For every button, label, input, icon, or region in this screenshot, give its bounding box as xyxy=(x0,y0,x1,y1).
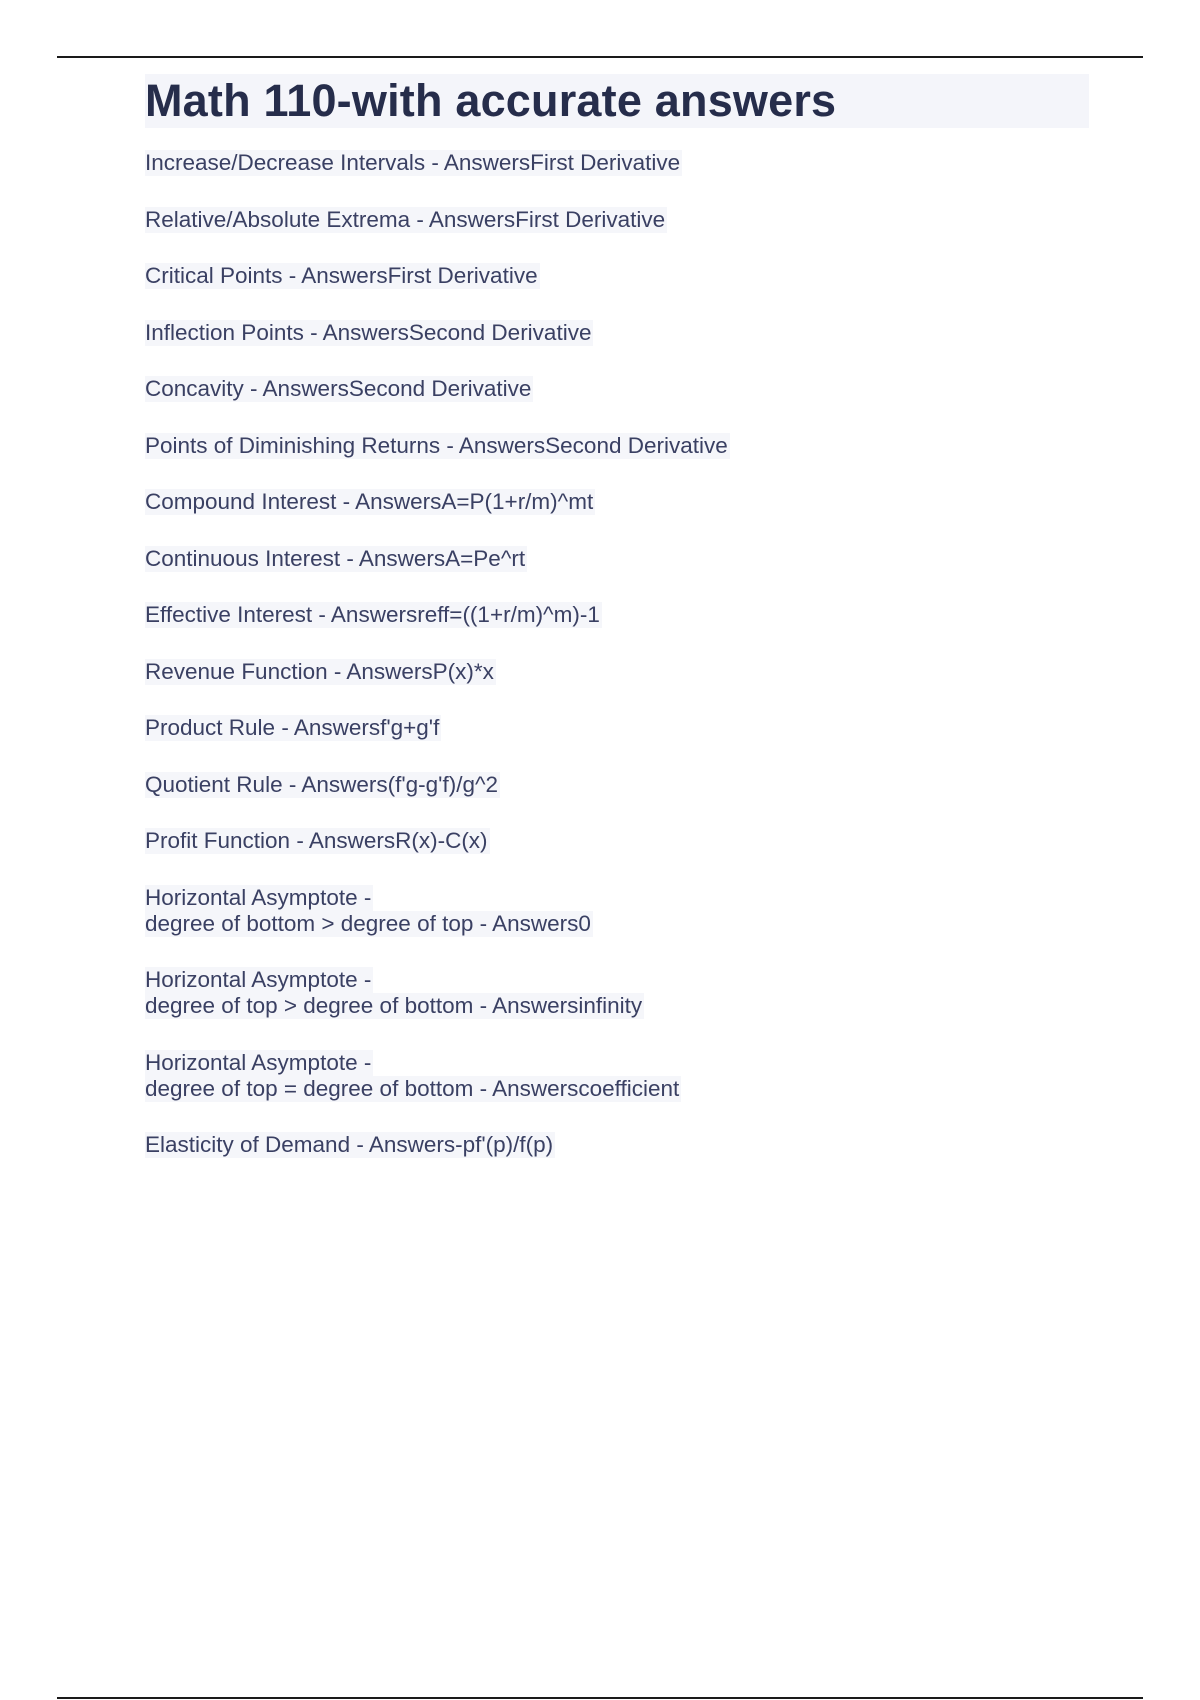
flashcard-text: Effective Interest - Answersreff=((1+r/m)^m)-1 xyxy=(145,602,600,627)
flashcard-text: Increase/Decrease Intervals - AnswersFirst Derivative xyxy=(145,150,681,175)
title-band xyxy=(145,74,1089,128)
flashcard-text-continued: degree of bottom > degree of top - Answers0 xyxy=(145,910,591,936)
flashcard-text: Horizontal Asymptote - xyxy=(145,884,372,910)
flashcard-text: Horizontal Asymptote - xyxy=(145,967,372,992)
flashcard-text: Horizontal Asymptote - xyxy=(145,1049,372,1075)
flashcard-item xyxy=(145,828,1089,854)
flashcard-text: Points of Diminishing Returns - AnswersSecond Derivative xyxy=(145,432,728,458)
flashcard-item xyxy=(145,602,1089,628)
flashcard-item xyxy=(145,150,1089,176)
flashcard-item xyxy=(145,967,1089,1019)
flashcard-text: Concavity - AnswersSecond Derivative xyxy=(145,376,532,401)
flashcard-text: Relative/Absolute Extrema - AnswersFirst Derivative xyxy=(145,206,666,232)
flashcard-item xyxy=(145,715,1089,741)
flashcard-text: Inflection Points - AnswersSecond Derivative xyxy=(145,319,592,345)
header-rule xyxy=(57,56,1143,58)
flashcard-item xyxy=(145,885,1089,937)
flashcard-text: Continuous Interest - AnswersA=Pe^rt xyxy=(145,545,526,571)
flashcard-item xyxy=(145,207,1089,233)
flashcard-item xyxy=(145,659,1089,685)
flashcard-item xyxy=(145,489,1089,515)
flashcard-item xyxy=(145,546,1089,572)
page-title: Math 110-with accurate answers xyxy=(145,75,837,126)
flashcard-item xyxy=(145,376,1089,402)
flashcard-text: Revenue Function - AnswersP(x)*x xyxy=(145,658,494,684)
flashcard-item xyxy=(145,320,1089,346)
flashcard-text: Critical Points - AnswersFirst Derivative xyxy=(145,263,538,288)
flashcard-text: Elasticity of Demand - Answers-pf'(p)/f(p) xyxy=(145,1132,554,1157)
flashcard-text: Profit Function - AnswersR(x)-C(x) xyxy=(145,828,488,853)
flashcard-text: Quotient Rule - Answers(f'g-g'f)/g^2 xyxy=(145,771,499,797)
flashcard-text-continued: degree of top = degree of bottom - Answerscoefficient xyxy=(145,1075,680,1101)
flashcard-list xyxy=(145,150,1089,1158)
flashcard-text-continued: degree of top > degree of bottom - Answersinfinity xyxy=(145,993,643,1018)
flashcard-item xyxy=(145,263,1089,289)
footer-rule xyxy=(57,1697,1143,1699)
flashcard-item xyxy=(145,772,1089,798)
flashcard-item xyxy=(145,433,1089,459)
document-body xyxy=(145,74,1089,1189)
flashcard-text: Product Rule - Answersf'g+g'f xyxy=(145,715,440,740)
flashcard-item xyxy=(145,1050,1089,1102)
flashcard-text: Compound Interest - AnswersA=P(1+r/m)^mt xyxy=(145,489,594,514)
flashcard-item xyxy=(145,1132,1089,1158)
